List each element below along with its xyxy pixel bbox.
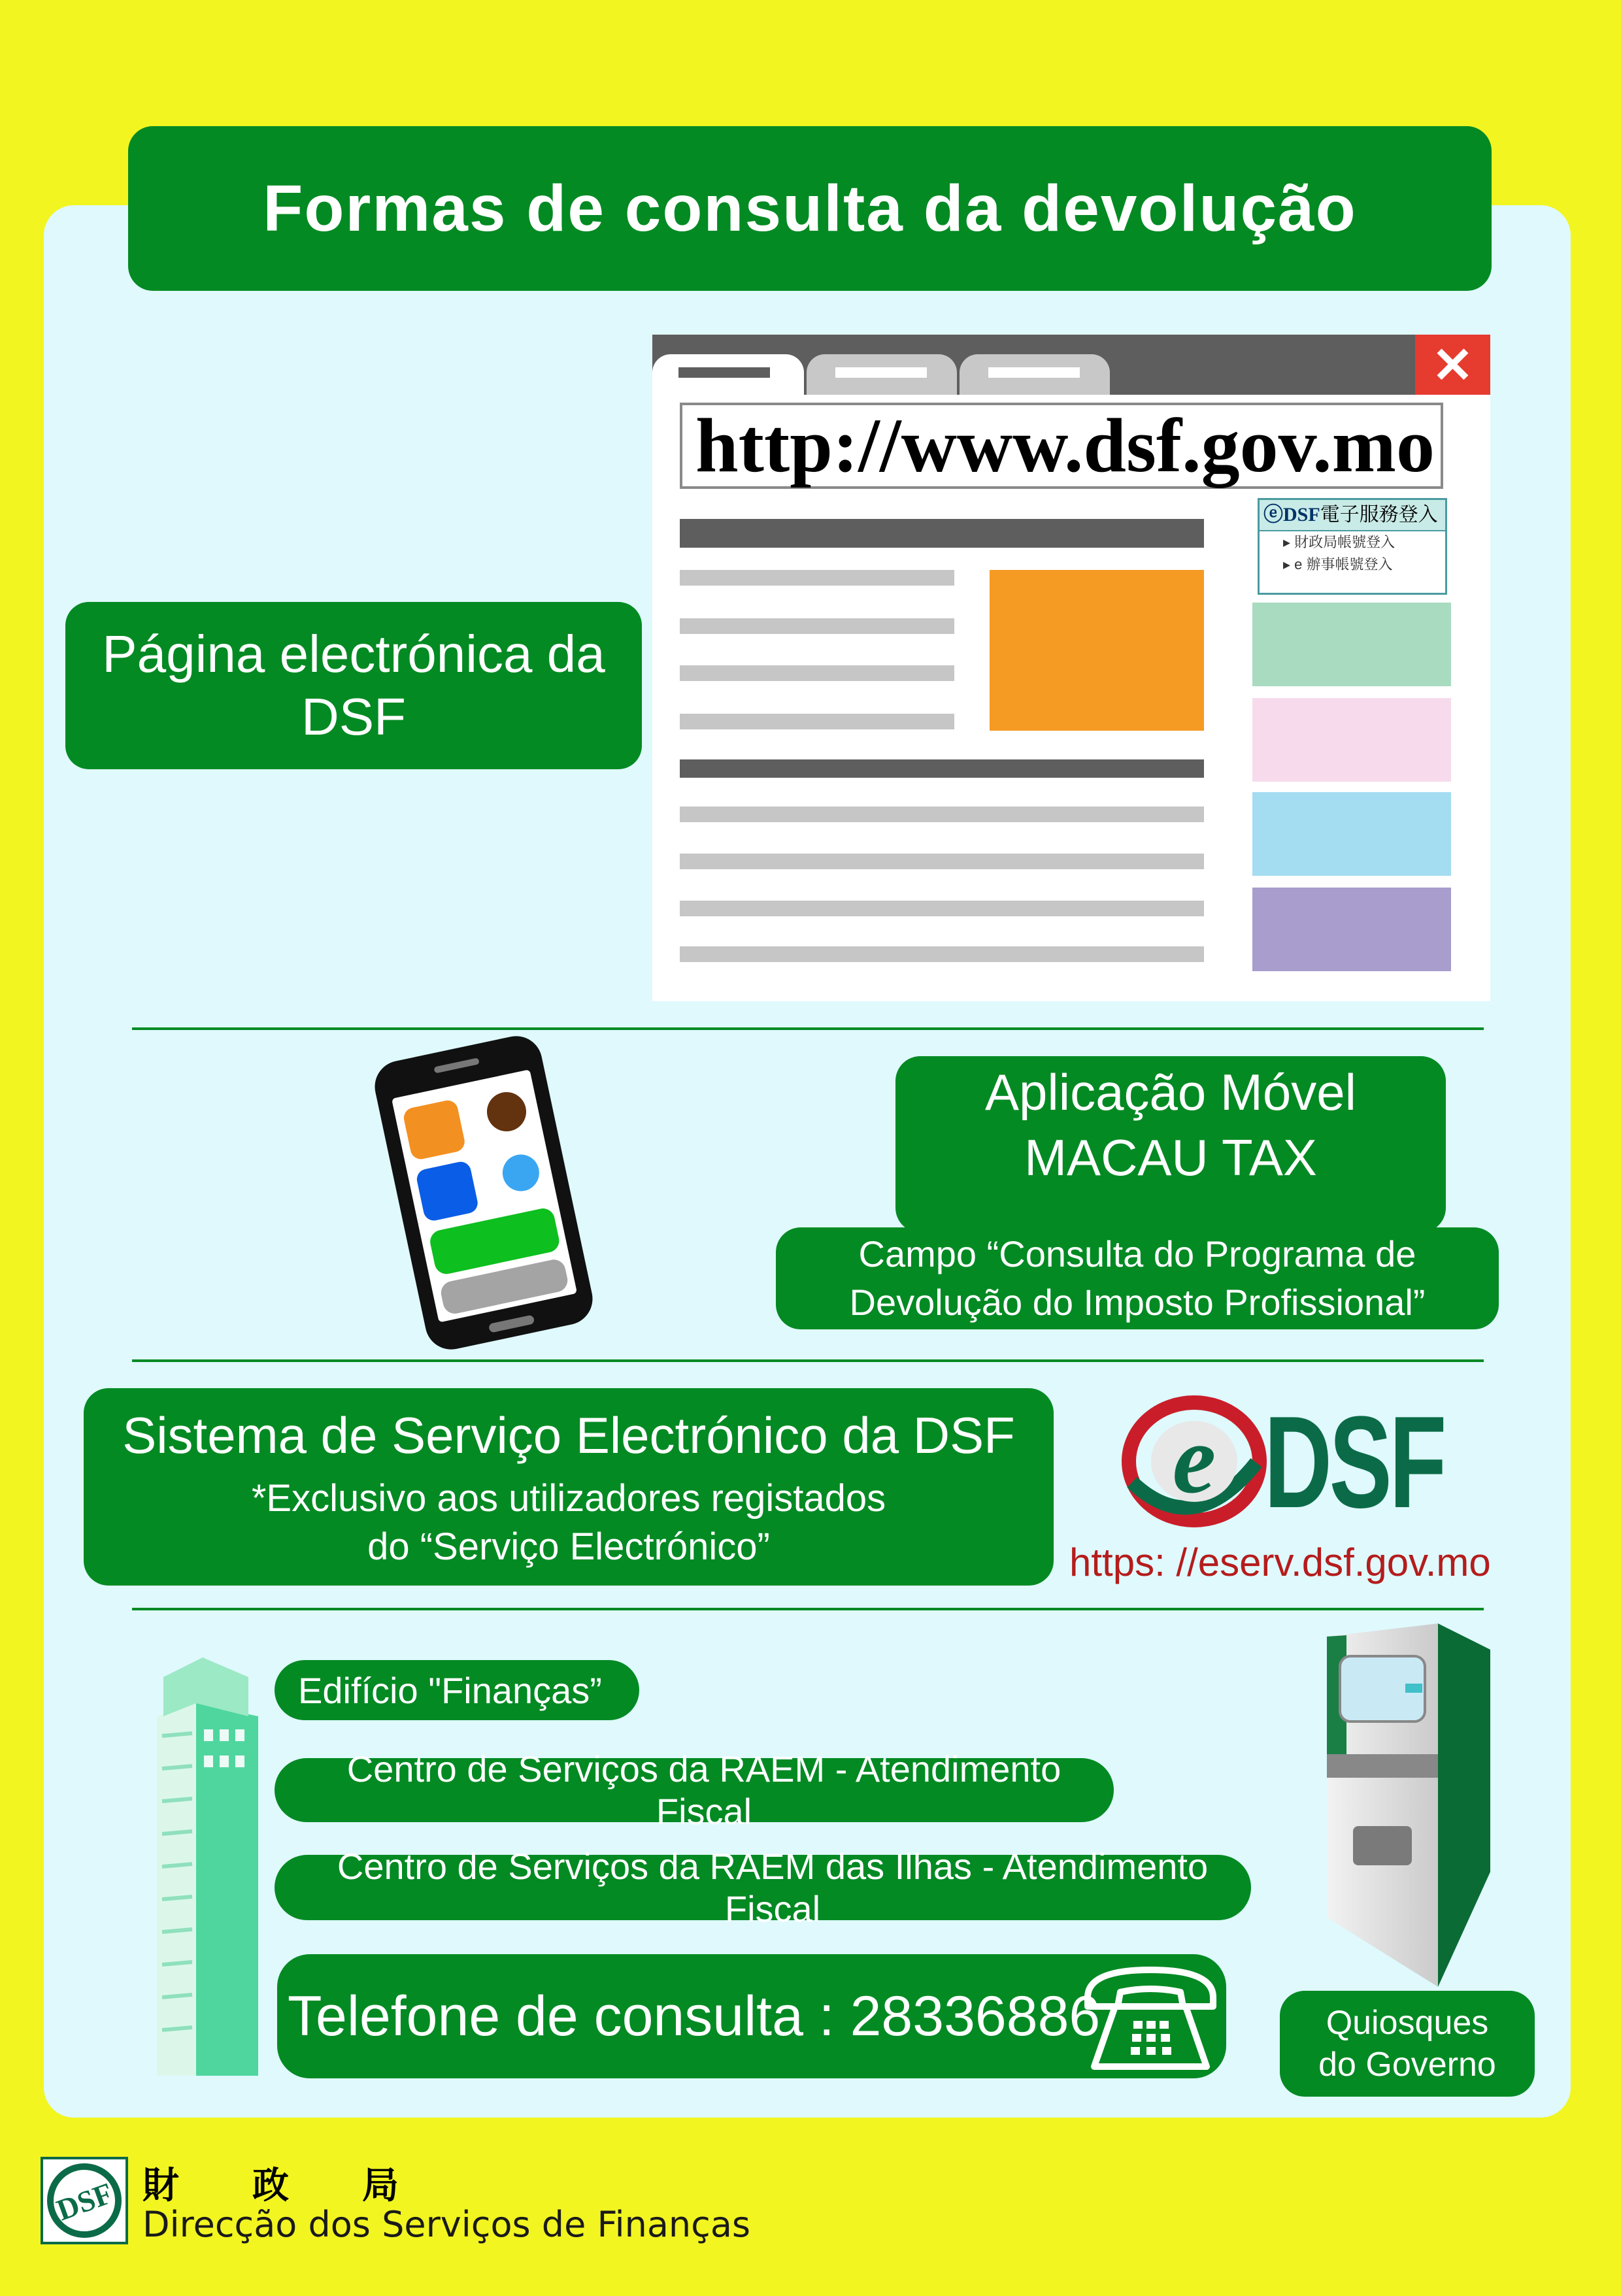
heading-bar [680, 759, 1204, 778]
color-block-green [1252, 603, 1451, 686]
building-icon [150, 1657, 261, 2076]
browser-tab [807, 354, 957, 395]
location-item [275, 1748, 1114, 1832]
location-item [275, 1846, 1251, 1929]
text-line [680, 946, 1204, 962]
smartphone-icon [353, 1029, 614, 1356]
website-label-box [65, 602, 642, 769]
location-label: Edifício "Finanças” [298, 1669, 602, 1711]
edsf-logo-text: DSF [1264, 1389, 1445, 1535]
mobile-app-note-line: Campo “Consulta do Programa de [858, 1233, 1416, 1274]
website-url: http://www.dsf.gov.mo [680, 403, 1443, 489]
eservice-box [84, 1388, 1054, 1586]
edsf-logo [1119, 1384, 1459, 1535]
color-block-blue [1252, 792, 1451, 876]
text-line [680, 901, 1204, 916]
location-item [275, 1660, 639, 1720]
browser-tab-bar [652, 335, 1490, 395]
phone-label: Telefone de consulta : 28336886 [288, 1984, 1101, 2048]
website-label: Página electrónica da DSF [102, 625, 605, 746]
eservice-login-panel [1258, 498, 1447, 595]
dsf-mini-logo: ⓔDSF [1263, 504, 1320, 525]
location-label: Centro de Serviços da RAEM das Ilhas - Atendimento Fiscal [337, 1846, 1209, 1929]
footer-agency-name: Direcção dos Serviços de Finanças [142, 2204, 751, 2245]
text-line [680, 854, 1204, 869]
kiosk-label-line: Quiosques [1326, 2004, 1489, 2042]
location-label: Centro de Serviços da RAEM - Atendimento Fiscal [346, 1748, 1061, 1832]
section-divider [132, 1608, 1484, 1610]
heading-bar [680, 519, 1204, 548]
login-panel-header: ⓔDSF電子服務登入 [1260, 500, 1445, 531]
eservice-note-line: do “Serviço Electrónico” [367, 1525, 770, 1568]
eservice-note-line: *Exclusivo aos utilizadores registados [251, 1477, 886, 1520]
text-line [680, 665, 954, 681]
mobile-app-note-line: Devolução do Imposto Profissional” [849, 1282, 1426, 1323]
kiosk-label-box [1280, 1991, 1535, 2097]
login-option: ▸ 財政局帳號登入 [1283, 534, 1395, 550]
eservice-url[interactable]: https: //eserv.dsf.gov.mo [1069, 1540, 1491, 1584]
page-title: Formas de consulta da devolução [128, 126, 1492, 291]
text-line [680, 618, 954, 634]
telephone-icon [1078, 1958, 1222, 2073]
mobile-app-title-box [895, 1056, 1446, 1233]
text-line [680, 807, 1204, 822]
edsf-e-icon [1119, 1384, 1269, 1535]
dsf-logo-text: DSF [52, 2176, 118, 2227]
color-block-purple [1252, 888, 1451, 971]
section-divider [132, 1027, 1484, 1030]
color-block-pink [1252, 698, 1451, 782]
login-option: ▸ e 辦事帳號登入 [1283, 556, 1393, 573]
image-placeholder [990, 570, 1204, 731]
mobile-app-note-box [776, 1227, 1499, 1329]
text-line [680, 714, 954, 729]
eservice-title: Sistema de Serviço Electrónico da DSF [122, 1406, 1015, 1464]
browser-window-illustration [652, 335, 1490, 1001]
svg-text:e: e [1172, 1405, 1216, 1514]
mobile-app-title: Aplicação Móvel [985, 1063, 1356, 1121]
mobile-app-name: MACAU TAX [1024, 1129, 1317, 1186]
kiosk-label-line: do Governo [1318, 2046, 1496, 2084]
section-divider [132, 1359, 1484, 1362]
footer-chinese-name: 財 政 局 [142, 2165, 399, 2207]
browser-tab [960, 354, 1110, 395]
text-line [680, 570, 954, 586]
browser-tab-active [652, 354, 804, 395]
kiosk-icon [1307, 1623, 1497, 1989]
dsf-logo-icon [41, 2157, 128, 2244]
close-icon: ✕ [1415, 335, 1490, 395]
